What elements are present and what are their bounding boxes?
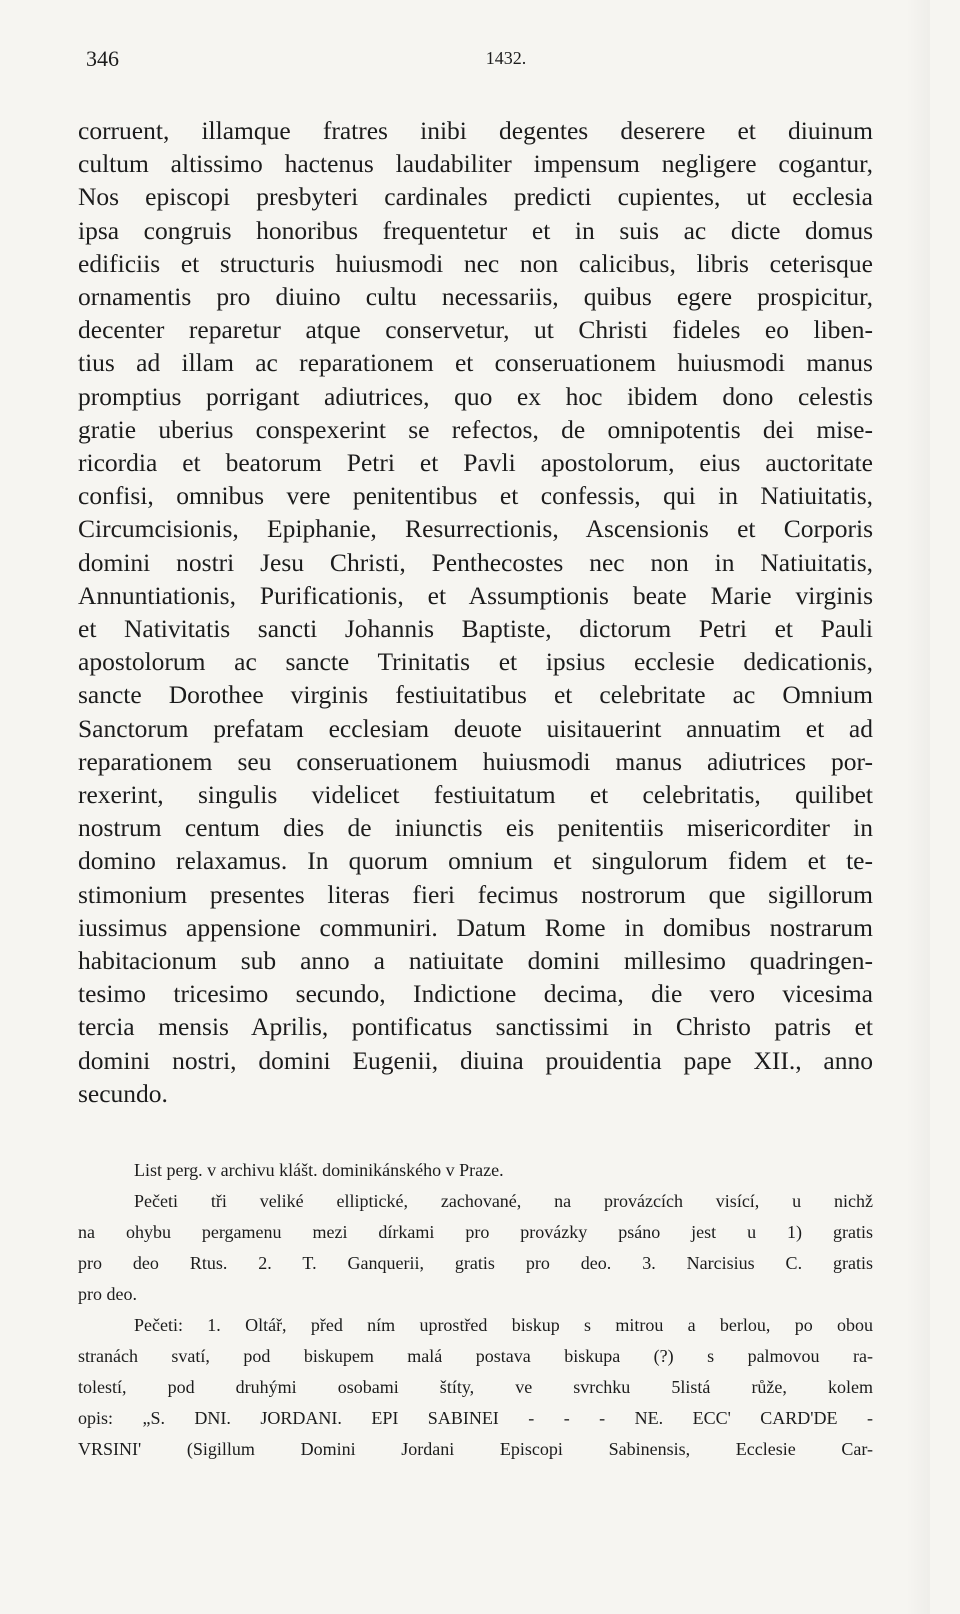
note-line: VRSINI' (Sigillum Domini Jordani Episcopi Sabinensis, Ecclesie Car- — [78, 1439, 873, 1459]
note-line: pro deo Rtus. 2. T. Ganquerii, gratis pro deo. 3. Narcisius C. gratis — [78, 1253, 873, 1273]
text-line: tercia mensis Aprilis, pontificatus sanctissimi in Christo patris et — [78, 1012, 873, 1042]
text-line: cultum altissimo hactenus laudabiliter impensum negligere cogantur, — [78, 149, 873, 179]
text-line: tius ad illam ac reparationem et conseruationem huiusmodi manus — [78, 348, 873, 378]
text-line: corruent, illamque fratres inibi degentes deserere et diuinum — [78, 116, 873, 145]
text-line: ornamentis pro diuino cultu necessariis, quibus egere prospicitur, — [78, 282, 873, 312]
text-line: ipsa congruis honoribus frequentetur et in suis ac dicte domus — [78, 215, 873, 245]
text-line: domini nostri, domini Eugenii, diuina prouidentia pape XII., anno — [78, 1045, 873, 1075]
text-line: domino relaxamus. In quorum omnium et singulorum fidem et te- — [78, 846, 873, 876]
text-line: apostolorum ac sancte Trinitatis et ipsius ecclesie dedicationis, — [78, 647, 873, 677]
note-line: opis: „S. DNI. JORDANI. EPI SABINEI - - - NE. ECC' CARD'DE - — [78, 1408, 873, 1428]
text-line: Nos episcopi presbyteri cardinales predicti cupientes, ut ecclesia — [78, 182, 873, 212]
text-line: ricordia et beatorum Petri et Pavli apostolorum, eius auctoritate — [78, 448, 873, 478]
text-line: Circumcisionis, Epiphanie, Resurrectionis, Ascensionis et Corporis — [78, 514, 873, 544]
text-line: confisi, omnibus vere penitentibus et confessis, qui in Natiuitatis, — [78, 481, 873, 511]
note-line: stranách svatí, pod biskupem malá postava biskupa (?) s palmovou ra- — [78, 1346, 873, 1366]
text-line: rexerint, singulis videlicet festiuitatum et celebritatis, quilibet — [78, 780, 873, 810]
page-number: 346 — [86, 46, 119, 71]
text-line: nostrum centum dies de iniunctis eis penitentiis misericorditer in — [78, 813, 873, 843]
text-line: reparationem seu conseruationem huiusmodi manus adiutrices por- — [78, 746, 873, 776]
text-line: et Nativitatis sancti Johannis Baptiste, dictorum Petri et Pauli — [78, 614, 873, 644]
charter-text — [78, 114, 873, 1110]
text-line: habitacionum sub anno a natiuitate domini millesimo quadringen- — [78, 946, 873, 976]
text-line: iussimus appensione communiri. Datum Rome in domibus nostrarum — [78, 912, 873, 942]
text-line: gratie uberius conspexerint se refectos, de omnipotentis dei mise- — [78, 414, 873, 444]
text-line: secundo. — [78, 1078, 168, 1108]
text-line: promptius porrigant adiutrices, quo ex hoc ibidem dono celestis — [78, 381, 873, 411]
note-line: List perg. v archivu klášt. dominikánského v Praze. — [134, 1160, 504, 1180]
note-line: tolestí, pod druhými osobami štíty, ve svrchku 5listá růže, kolem — [78, 1377, 873, 1397]
page-year-heading: 1432. — [485, 48, 527, 68]
page-edge-shadow — [906, 0, 930, 1614]
text-line: edificiis et structuris huiusmodi nec non calicibus, libris ceterisque — [78, 248, 873, 278]
note-line: pro deo. — [78, 1284, 137, 1304]
note-line: na ohybu pergamenu mezi dírkami pro provázky psáno jest u 1) gratis — [78, 1222, 873, 1242]
text-line: decenter reparetur atque conservetur, ut Christi fideles eo liben- — [78, 315, 873, 345]
note-line: Pečeti: 1. Oltář, před ním uprostřed biskup s mitrou a berlou, po obou — [134, 1315, 873, 1335]
note-line: Pečeti tři veliké elliptické, zachované, na provázcích visící, u nichž — [134, 1191, 873, 1211]
text-line: stimonium presentes literas fieri fecimus nostrorum que sigillorum — [78, 879, 873, 909]
text-line: sancte Dorothee virginis festiuitatibus et celebritate ac Omnium — [78, 680, 873, 710]
page-header — [86, 46, 886, 76]
text-line: Annuntiationis, Purificationis, et Assumptionis beate Marie virginis — [78, 580, 873, 610]
text-line: Sanctorum prefatam ecclesiam deuote uisitauerint annuatim et ad — [78, 713, 873, 743]
text-line: domini nostri Jesu Christi, Penthecostes nec non in Natiuitatis, — [78, 547, 873, 577]
text-line: tesimo tricesimo secundo, Indictione decima, die vero vicesima — [78, 979, 873, 1009]
archival-notes — [78, 1155, 873, 1465]
